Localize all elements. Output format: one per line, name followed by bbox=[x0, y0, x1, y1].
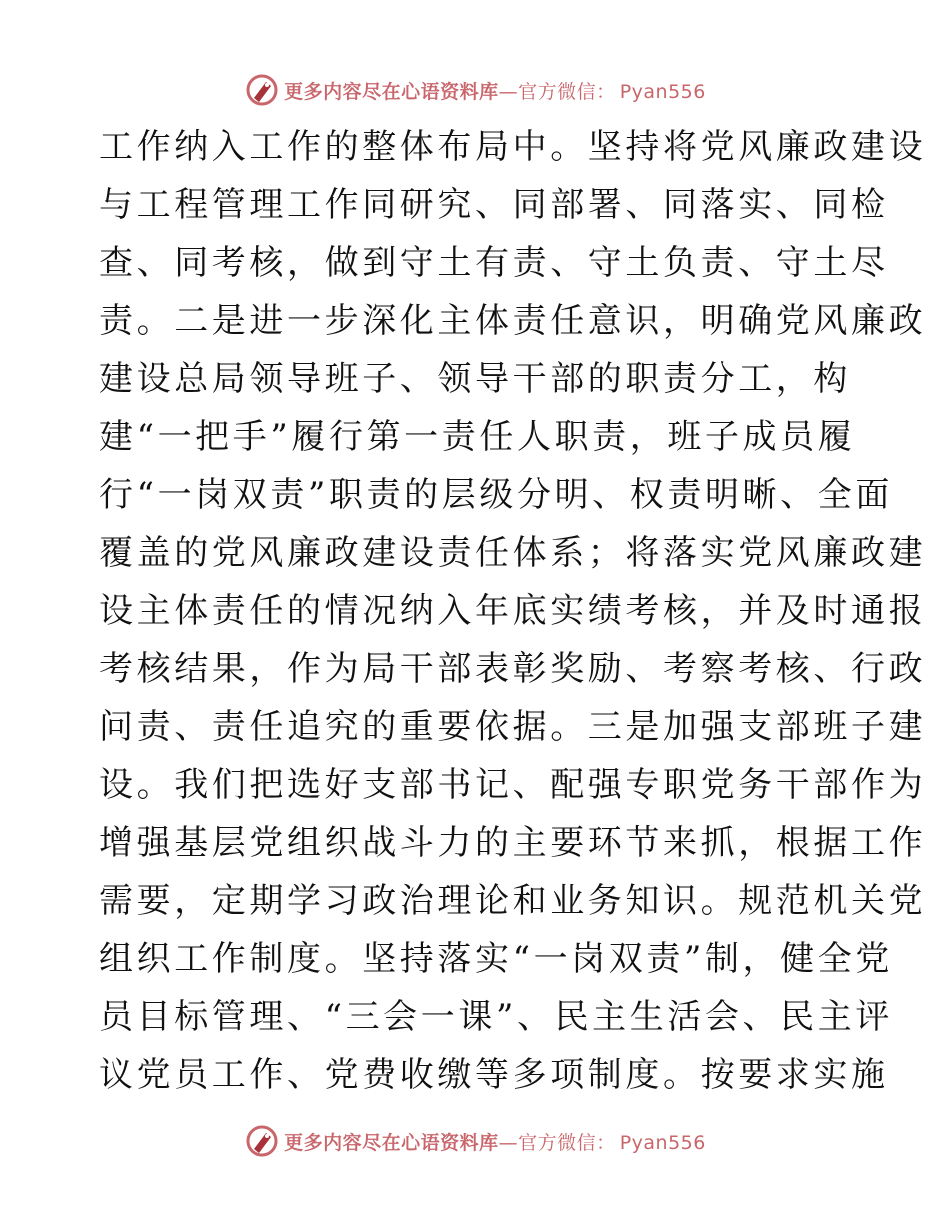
text-line: 查、同考核，做到守土有责、守土负责、守土尽 bbox=[99, 243, 889, 283]
watermark-wechat-label: 官方微信： bbox=[518, 1131, 616, 1154]
text-line: 行“一岗双责”职责的层级分明、权责明晰、全面 bbox=[99, 475, 893, 515]
text-line: 建设总局领导班子、领导干部的职责分工，构 bbox=[99, 359, 851, 399]
text-line: 需要，定期学习政治理论和业务知识。规范机关党 bbox=[99, 881, 927, 921]
header-watermark bbox=[0, 70, 950, 110]
watermark-wechat-id: Pyan556 bbox=[619, 1131, 706, 1154]
watermark-separator: — bbox=[498, 1131, 519, 1154]
watermark-main-text: 更多内容尽在心语资料库 bbox=[284, 1131, 499, 1154]
footer-watermark bbox=[0, 1121, 950, 1161]
watermark-separator: — bbox=[498, 80, 519, 103]
text-line: 责。二是进一步深化主体责任意识，明确党风廉政 bbox=[99, 301, 927, 341]
text-line: 工作纳入工作的整体布局中。坚持将党风廉政建设 bbox=[99, 127, 927, 167]
pen-nib-logo-icon bbox=[244, 1123, 280, 1159]
watermark-wechat-id: Pyan556 bbox=[619, 80, 706, 103]
text-line: 覆盖的党风廉政建设责任体系；将落实党风廉政建 bbox=[99, 533, 927, 573]
text-line: 组织工作制度。坚持落实“一岗双责”制，健全党 bbox=[99, 939, 893, 979]
pen-nib-logo-icon bbox=[244, 72, 280, 108]
text-line: 与工程管理工作同研究、同部署、同落实、同检 bbox=[99, 185, 889, 225]
text-line: 考核结果，作为局干部表彰奖励、考察考核、行政 bbox=[99, 649, 927, 689]
text-line: 增强基层党组织战斗力的主要环节来抓，根据工作 bbox=[99, 823, 927, 863]
watermark-wechat-label: 官方微信： bbox=[518, 80, 616, 103]
text-line: 建“一把手”履行第一责任人职责，班子成员履 bbox=[99, 417, 856, 457]
text-line: 设。我们把选好支部书记、配强专职党务干部作为 bbox=[99, 765, 927, 805]
text-line: 员目标管理、“三会一课”、民主生活会、民主评 bbox=[99, 997, 893, 1037]
text-line: 问责、责任追究的重要依据。三是加强支部班子建 bbox=[99, 707, 927, 747]
text-line: 议党员工作、党费收缴等多项制度。按要求实施 bbox=[99, 1055, 889, 1095]
text-line: 设主体责任的情况纳入年底实绩考核，并及时通报 bbox=[99, 591, 927, 631]
watermark-main-text: 更多内容尽在心语资料库 bbox=[284, 80, 499, 103]
